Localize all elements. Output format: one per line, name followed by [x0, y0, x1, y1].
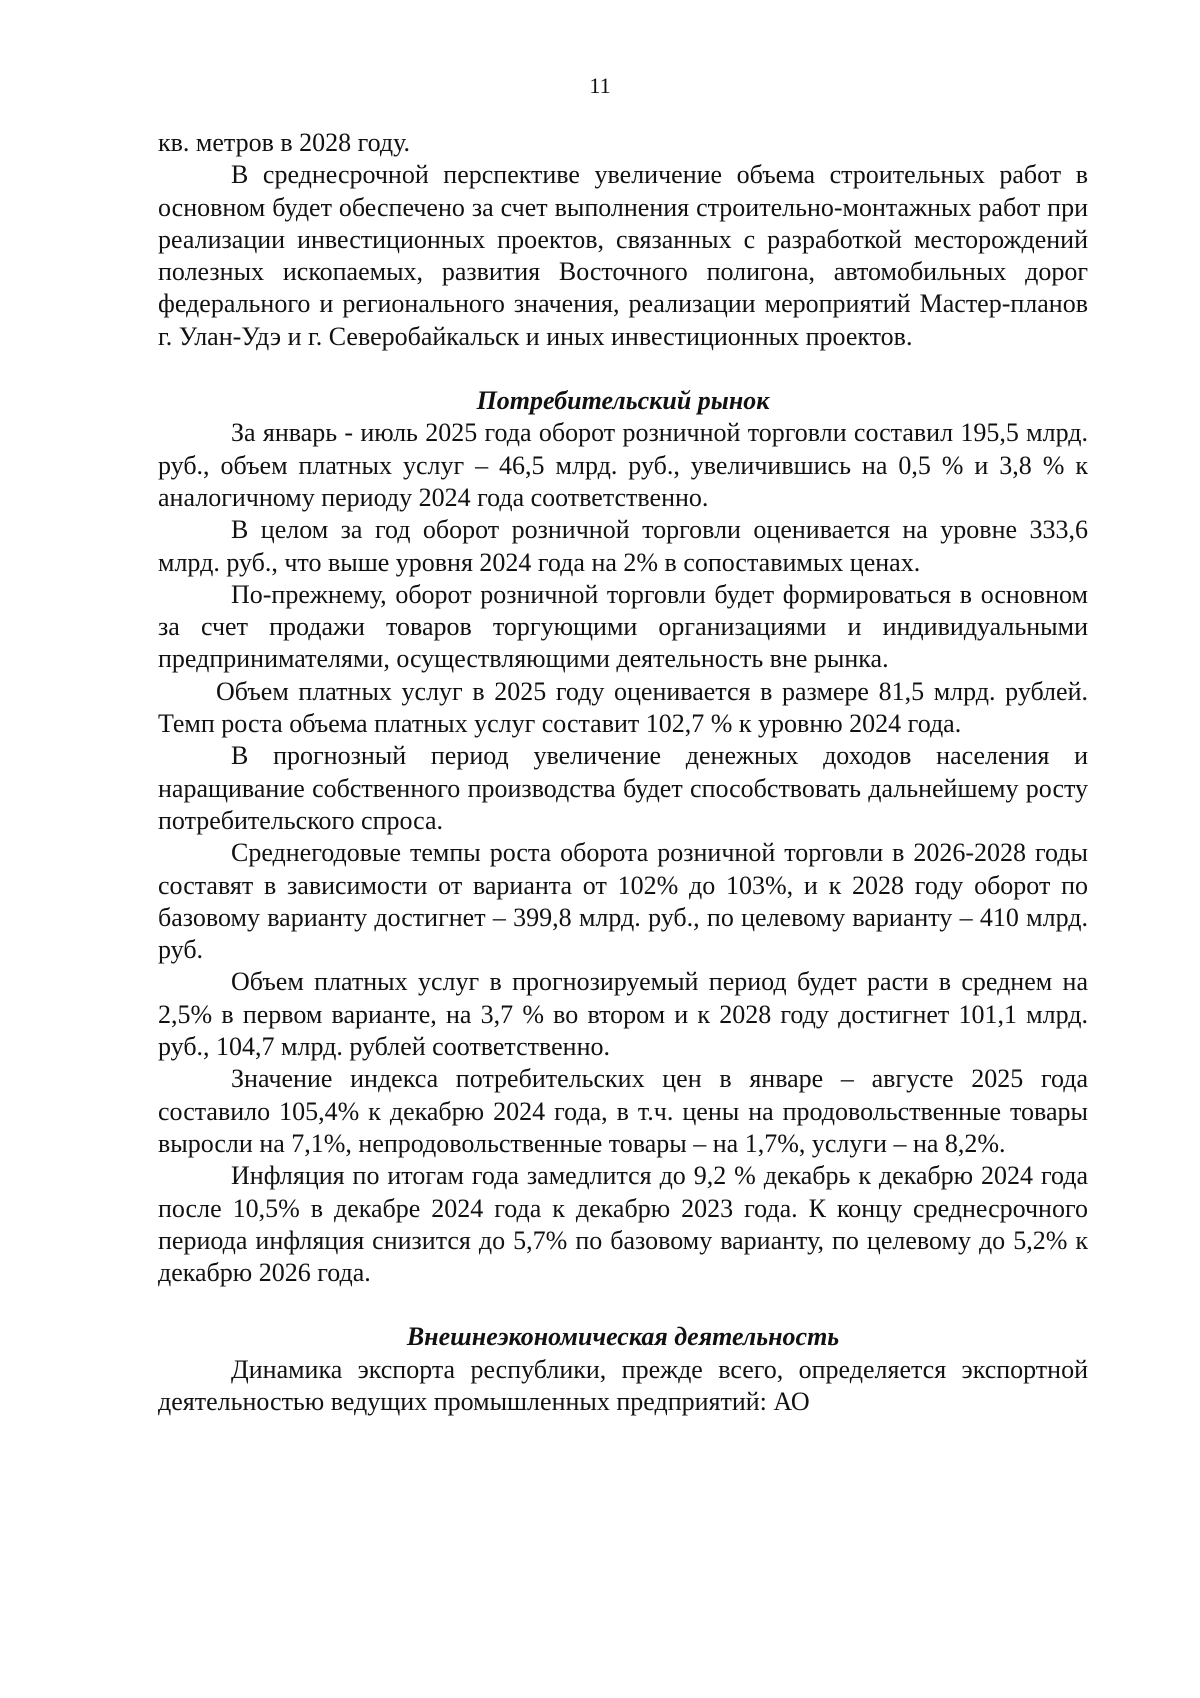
section-heading-consumer-market: Потребительский рынок [476, 386, 770, 416]
section-gap [158, 1289, 1088, 1321]
paragraph-construction-outlook: В среднесрочной перспективе увеличение объема строительных работ в основном будет обеспечено за счет выполнения строительно-монтажных работ при реализации инвестиционных проектов, связанных с разработкой месторождений полезных ископаемых, развития Восточного полигона, автомобильных дорог федерального и регионального значения, реализации мероприятий Мастер-планов г. Улан-Удэ и г. Северобайкальск и иных инвестиционных проектов. [158, 160, 1088, 351]
paragraph-retail-turnover-jan-jul: За январь - июль 2025 года оборот розничной торговли составил 195,5 млрд. руб., объем платных услуг – 46,5 млрд. руб., увеличившись на 0,5 % и 3,8 % к аналогичному периоду 2024 года соответственно. [158, 418, 1088, 512]
paragraph-paid-services-2025: Объем платных услуг в 2025 году оценивается в размере 81,5 млрд. рублей. Темп роста объема платных услуг составит 102,7 % к уровню 2024 года. [158, 676, 1088, 739]
document-body [158, 127, 1088, 1418]
paragraph-cpi: Значение индекса потребительских цен в январе – августе 2025 года составило 105,4% к декабрю 2024 года, в т.ч. цены на продовольственные товары выросли на 7,1%, непродовольственные товары – на 1,7%, услуги – на 8,2%. [158, 1064, 1088, 1158]
paragraph-forecast-income: В прогнозный период увеличение денежных доходов населения и наращивание собственного производства будет способствовать дальнейшему росту потребительского спроса. [158, 741, 1088, 835]
section-heading-foreign-economic-activity: Внешнеэкономическая деятельность [406, 1322, 840, 1352]
paragraph-inflation: Инфляция по итогам года замедлится до 9,2 % декабрь к декабрю 2024 года после 10,5% в декабре 2024 года к декабрю 2023 года. К концу среднесрочного периода инфляция снизится до 5,7% по базовому варианту, по целевому до 5,2% к декабрю 2026 года. [158, 1161, 1088, 1288]
page-number: 11 [589, 73, 611, 98]
paragraph-continuation: кв. метров в 2028 году. [158, 128, 411, 157]
paragraph-export-dynamics: Динамика экспорта республики, прежде всего, определяется экспортной деятельностью ведущих промышленных предприятий: АО [158, 1354, 1088, 1416]
paragraph-retail-turnover-year: В целом за год оборот розничной торговли оценивается на уровне 333,6 млрд. руб., что выше уровня 2024 года на 2% в сопоставимых ценах. [158, 515, 1088, 577]
paragraph-retail-formation: По-прежнему, оборот розничной торговли будет формироваться в основном за счет продажи товаров торгующими организациями и индивидуальными предпринимателями, осуществляющими деятельность вне рынка. [158, 579, 1088, 674]
section-gap [158, 353, 1088, 385]
paragraph-paid-services-forecast: Объем платных услуг в прогнозируемый период будет расти в среднем на 2,5% в первом варианте, на 3,7 % во втором и к 2028 году достигнет 101,1 млрд. руб., 104,7 млрд. рублей соответственно. [158, 967, 1088, 1062]
paragraph-retail-growth-rates: Среднегодовые темпы роста оборота розничной торговли в 2026-2028 годы составят в зависимости от варианта от 102% до 103%, и к 2028 году оборот по базовому варианту достигнет – 399,8 млрд. руб., по целевому варианту – 410 млрд. руб. [158, 838, 1088, 965]
